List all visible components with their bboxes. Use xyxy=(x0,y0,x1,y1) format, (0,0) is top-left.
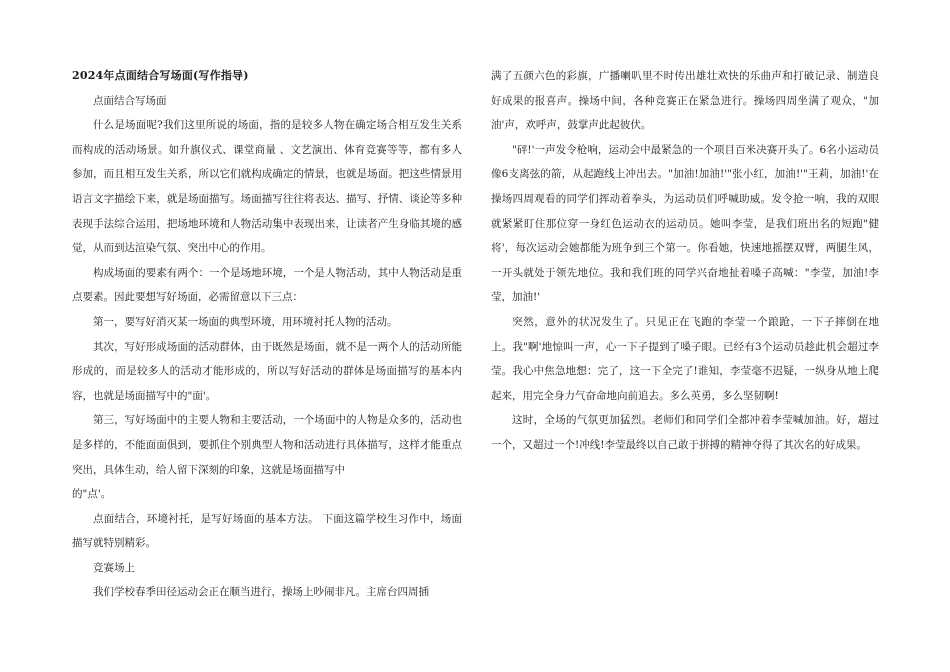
body-paragraph: 点面结合，环境衬托，是写好场面的基本方法。 下面这篇学校生习作中，场面描写就特别精彩。 xyxy=(72,512,462,550)
subtitle-paragraph: 点面结合写场面 xyxy=(93,94,167,107)
document-title: 2024年点面结合写场面(写作指导) xyxy=(72,69,249,82)
body-paragraph: 构成场面的要素有两个：一个是场地环境，一个是人物活动，其中人物活动是重点要素。因此要想写好场面，必需留意以下三点： xyxy=(72,266,462,304)
body-paragraph: 什么是场面呢?我们这里所说的场面，指的是较多人物在确定场合相互发生关系而构成的活动场景。如升旗仪式、课堂商量 、文艺演出、体育竞赛等等，都有多人参加，而且相互发生关系，所以它们就构成确定的情景，也就是场面。把这些情景用语言文字描绘下来，就是场面描写。场面描写往往将表达、描写、抒情、谈论等多种表现手法综合运用，把场地环境和人物活动集中表现出来，让读者产生身临其境的感觉，从而到达渲染气氛、突出中心的作用。 xyxy=(72,119,462,255)
body-paragraph: 我们学校春季田径运动会正在顺当进行，操场上吵闹非凡。主席台四周插 xyxy=(93,586,429,599)
body-paragraph-continuation: 满了五颜六色的彩旗，广播喇叭里不时传出雄壮欢快的乐曲声和打破记录、制造良好成果的报喜声。操场中间，各种竞赛正在紧急进行。操场四周坐满了观众，"加油'声，欢呼声，鼓掌声此起彼伏。 xyxy=(491,70,879,132)
left-column xyxy=(72,0,462,605)
body-paragraph: 第一，要写好消灭某一场面的典型环境，用环境衬托人物的活动。 xyxy=(93,315,398,328)
essay-title: 竞赛场上 xyxy=(93,561,135,574)
body-paragraph: 第三，写好场面中的主要人物和主要活动，一个场面中的人物是众多的，活动也是多样的，不能面面俱到，要抓住个别典型人物和活动进行具体描写，这样才能重点突出，具体生动，给人留下深刻的印象，这就是场面描写中 xyxy=(72,414,462,476)
body-paragraph: "砰!'一声发令枪响，运动会中最紧急的一个项目百米决赛开头了。6名小运动员像6支离弦的箭，从起跑线上冲出去。"加油!加油!'"张小红，加油!'"王莉，加油!'在操场四周观看的同学们挥动着拳头，为运动员们呼喊助威。发令抢一响，我的双眼就紧紧盯住那位穿一身红色运动衣的运动员。她叫李莹，是我们班出名的短跑"健将'，每次运动会她都能为班争到三个第一。你看她，快速地摇摆双臂，两腿生风，一开头就处于领先地位。我和我们班的同学兴奋地扯着嗓子高喊："李莹，加油!李莹，加油!' xyxy=(491,143,879,304)
body-paragraph: 这时，全场的气氛更加猛烈。老师们和同学们全都冲着李莹喊加油。好，超过一个，又超过一个!冲线!李莹最终以自己敢于拼搏的精神夺得了其次名的好成果。 xyxy=(491,414,879,451)
right-column xyxy=(491,0,879,458)
body-paragraph: 突然，意外的状况发生了。只见正在飞跑的李莹一个踉跄，一下子摔倒在地上。我"啊'地惊叫一声，心一下子提到了嗓子眼。已经有3个运动员趁此机会超过李莹。我心中焦急地想：完了，这一下全完了!谁知，李莹毫不迟疑，一纵身从地上爬起来，用完全身力气奋命地向前追去。多么英勇，多么坚韧啊! xyxy=(491,315,879,402)
body-paragraph-continuation: 的"点'。 xyxy=(72,488,112,501)
body-paragraph: 其次，写好形成场面的活动群体，由于既然是场面，就不是一两个人的活动所能形成的，而是较多人的活动才能形成的，所以写好活动的群体是场面描写的基本内容，也就是场面描写中的"面'。 xyxy=(72,340,462,402)
